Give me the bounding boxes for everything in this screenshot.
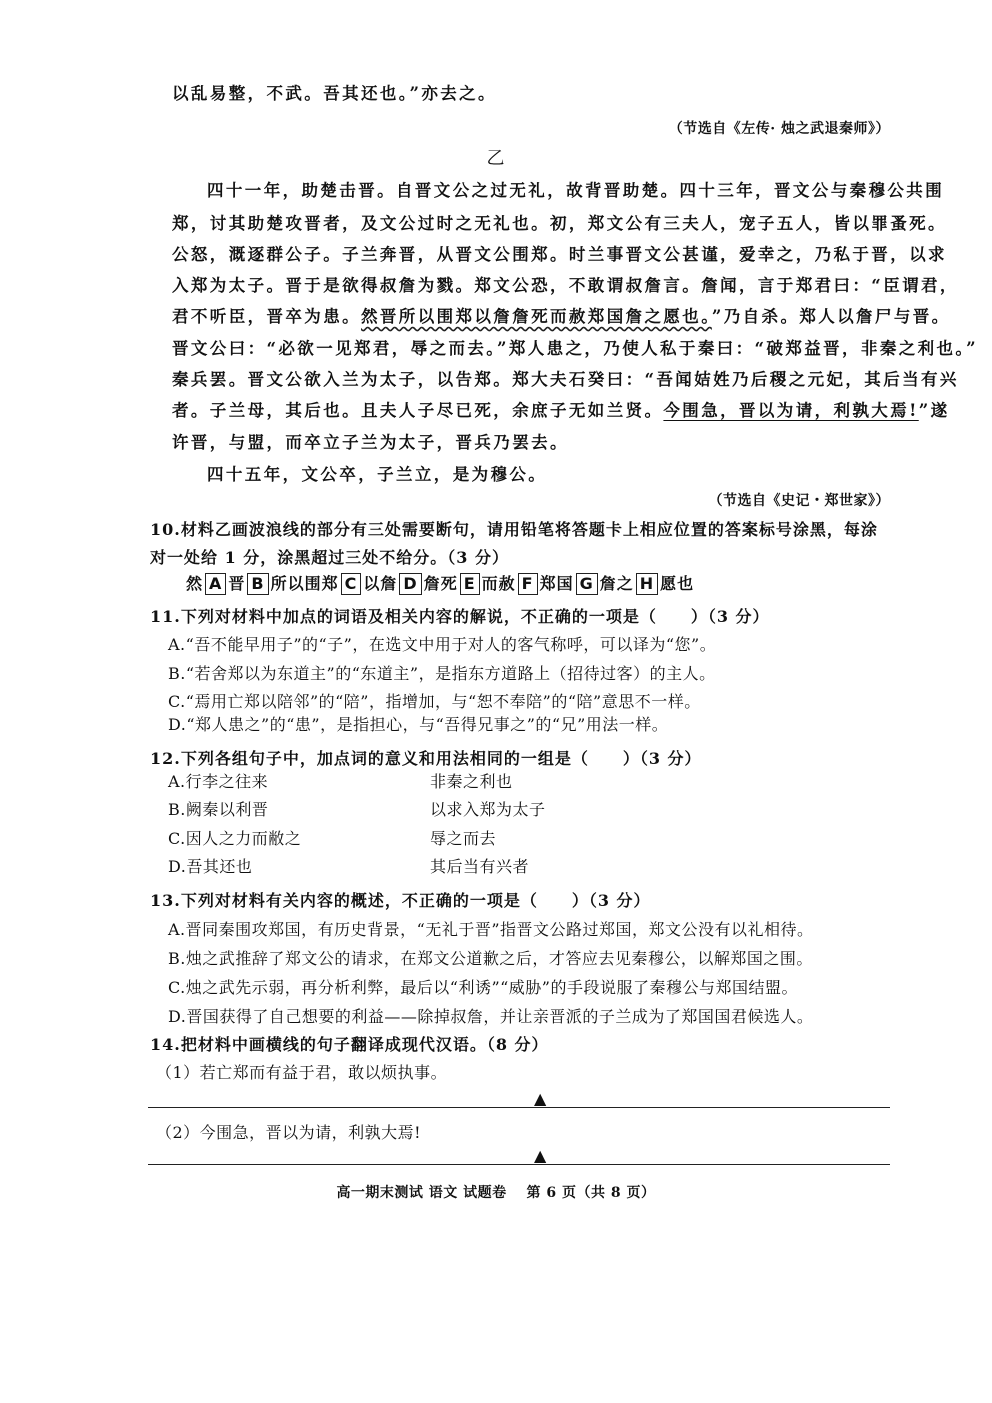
answer-line-1[interactable]	[148, 1107, 890, 1108]
answer-marker-triangle: ▲	[534, 1146, 547, 1165]
passage-b-line: 晋文公曰：“必欲一见郑君，辱之而去。”郑人患之，乃使人私于秦曰：“破郑益晋，非秦之利也。”	[172, 339, 978, 358]
answer-box-f[interactable]: F	[518, 573, 538, 595]
answer-box-g[interactable]: G	[576, 573, 598, 595]
answer-marker-triangle: ▲	[534, 1089, 547, 1108]
q12-row-d-right: 其后当有兴者	[430, 857, 530, 876]
segment-text: 所以围郑	[270, 574, 339, 593]
segment-text: 而赦	[481, 574, 516, 593]
answer-box-h[interactable]: H	[636, 573, 658, 595]
q11-option-a: A.“吾不能早用子”的“子”，在选文中用于对人的客气称呼，可以译为“您”。	[168, 635, 717, 654]
q11-option-d: D.“郑人患之”的“患”，是指担心，与“吾得兄事之”的“兄”用法一样。	[168, 715, 669, 734]
q12-row-a-left: A.行李之往来	[168, 772, 269, 791]
q12-row-d-left: D.吾其还也	[168, 857, 253, 876]
q13-option-a: A.晋同秦围攻郑国，有历史背景，“无礼于晋”指晋文公路过郑国，郑文公没有以礼相待。	[168, 920, 814, 939]
q11-stem: 11.下列对材料中加点的词语及相关内容的解说，不正确的一项是（ ）（3 分）	[150, 607, 770, 626]
text-segment: 者。子兰母，其后也。且夫人子尽已死，余庶子无如兰贤。	[172, 401, 664, 420]
segment-text: 以詹	[363, 574, 398, 593]
q10-stem-line2: 对一处给 1 分，涂黑超过三处不给分。（3 分）	[150, 548, 509, 567]
q14-item-1: （1）若亡郑而有益于君，敢以烦执事。	[156, 1063, 448, 1082]
q12-stem: 12.下列各组句子中，加点词的意义和用法相同的一组是（ ）（3 分）	[150, 749, 702, 768]
q10-sentence-segments	[186, 571, 694, 595]
underlined-sentence: 今围急，晋以为请，利孰大焉!	[663, 401, 919, 420]
answer-box-c[interactable]: C	[341, 573, 362, 595]
q12-row-b-right: 以求入郑为太子	[430, 800, 546, 819]
passage-a-last-line: 以乱易整，不武。吾其还也。”亦去之。	[172, 84, 497, 103]
segment-text: 詹死	[423, 574, 458, 593]
passage-a-source: （节选自《左传· 烛之武退秦师》）	[668, 121, 890, 137]
q12-row-a-right: 非秦之利也	[430, 772, 513, 791]
segment-text: 晋	[228, 574, 246, 593]
passage-b-line-underlined	[172, 397, 950, 421]
q12-row-c-left: C.因人之力而敝之	[168, 829, 302, 848]
segment-text: 然	[186, 574, 204, 593]
passage-b-line: 入郑为太子。晋于是欲得叔詹为戮。郑文公恐，不敢谓叔詹言。詹闻，言于郑君曰：“臣谓君，	[172, 276, 959, 295]
text-segment: ”乃自杀。郑人以詹尸与晋。	[711, 307, 951, 326]
q14-stem: 14.把材料中画横线的句子翻译成现代汉语。（8 分）	[150, 1035, 549, 1054]
answer-box-a[interactable]: A	[205, 573, 226, 595]
wavy-underlined-sentence: 然晋所以围郑以詹詹死而赦郑国詹之愿也。	[361, 307, 712, 326]
passage-b-line: 四十一年，助楚击晋。自晋文公之过无礼，故背晋助楚。四十三年，晋文公与秦穆公共围	[207, 181, 945, 200]
q12-row-b-left: B.阙秦以利晋	[168, 800, 269, 819]
passage-b-line-wavy	[172, 303, 951, 327]
q13-option-d: D.晋国获得了自己想要的利益——除掉叔詹，并让亲晋派的子兰成为了郑国国君候选人。	[168, 1007, 814, 1026]
passage-b-heading: 乙	[486, 148, 506, 169]
q14-item-2: （2）今围急，晋以为请，利孰大焉!	[156, 1123, 422, 1142]
text-segment: ”遂	[918, 401, 950, 420]
answer-line-2[interactable]	[148, 1164, 890, 1165]
passage-b-line: 四十五年，文公卒，子兰立，是为穆公。	[207, 465, 548, 484]
passage-b-line: 郑，讨其助楚攻晋者，及文公过时之无礼也。初，郑文公有三夫人，宠子五人，皆以罪蚤死。	[172, 214, 947, 233]
passage-b-line: 秦兵罢。晋文公欲入兰为太子，以告郑。郑大夫石癸曰：“吾闻姞姓乃后稷之元妃，其后当有兴	[172, 370, 959, 389]
answer-box-b[interactable]: B	[247, 573, 268, 595]
q13-option-b: B.烛之武推辞了郑文公的请求，在郑文公道歉之后，才答应去见秦穆公，以解郑国之围。	[168, 949, 813, 968]
q10-stem-line1: 10.材料乙画波浪线的部分有三处需要断句，请用铅笔将答题卡上相应位置的答案标号涂黑，每涂	[150, 520, 878, 539]
text-segment: 君不听臣，晋卒为患。	[172, 307, 361, 326]
passage-b-line: 公怒，溉逐群公子。子兰奔晋，从晋文公围郑。时兰事晋文公甚谨，爱幸之，乃私于晋，以求	[172, 245, 947, 264]
q13-stem: 13.下列对材料有关内容的概述，不正确的一项是（ ）（3 分）	[150, 891, 651, 910]
segment-text: 詹之	[599, 574, 634, 593]
page-footer: 高一期末测试 语文 试题卷 第 6 页（共 8 页）	[336, 1185, 656, 1201]
q13-option-c: C.烛之武先示弱，再分析利弊，最后以“利诱”“威胁”的手段说服了秦穆公与郑国结盟。	[168, 978, 798, 997]
passage-b-source: （节选自《史记・郑世家》）	[708, 493, 890, 509]
answer-box-e[interactable]: E	[460, 573, 480, 595]
segment-text: 愿也	[660, 574, 695, 593]
q12-row-c-right: 辱之而去	[430, 829, 497, 848]
passage-b-line: 许晋，与盟，而卒立子兰为太子，晋兵乃罢去。	[172, 433, 569, 452]
q11-option-b: B.“若舍郑以为东道主”的“东道主”，是指东方道路上（招待过客）的主人。	[168, 664, 716, 683]
q11-option-c: C.“焉用亡郑以陪邻”的“陪”，指增加，与“恕不奉陪”的“陪”意思不一样。	[168, 692, 701, 711]
answer-box-d[interactable]: D	[399, 573, 421, 595]
segment-text: 郑国	[539, 574, 574, 593]
